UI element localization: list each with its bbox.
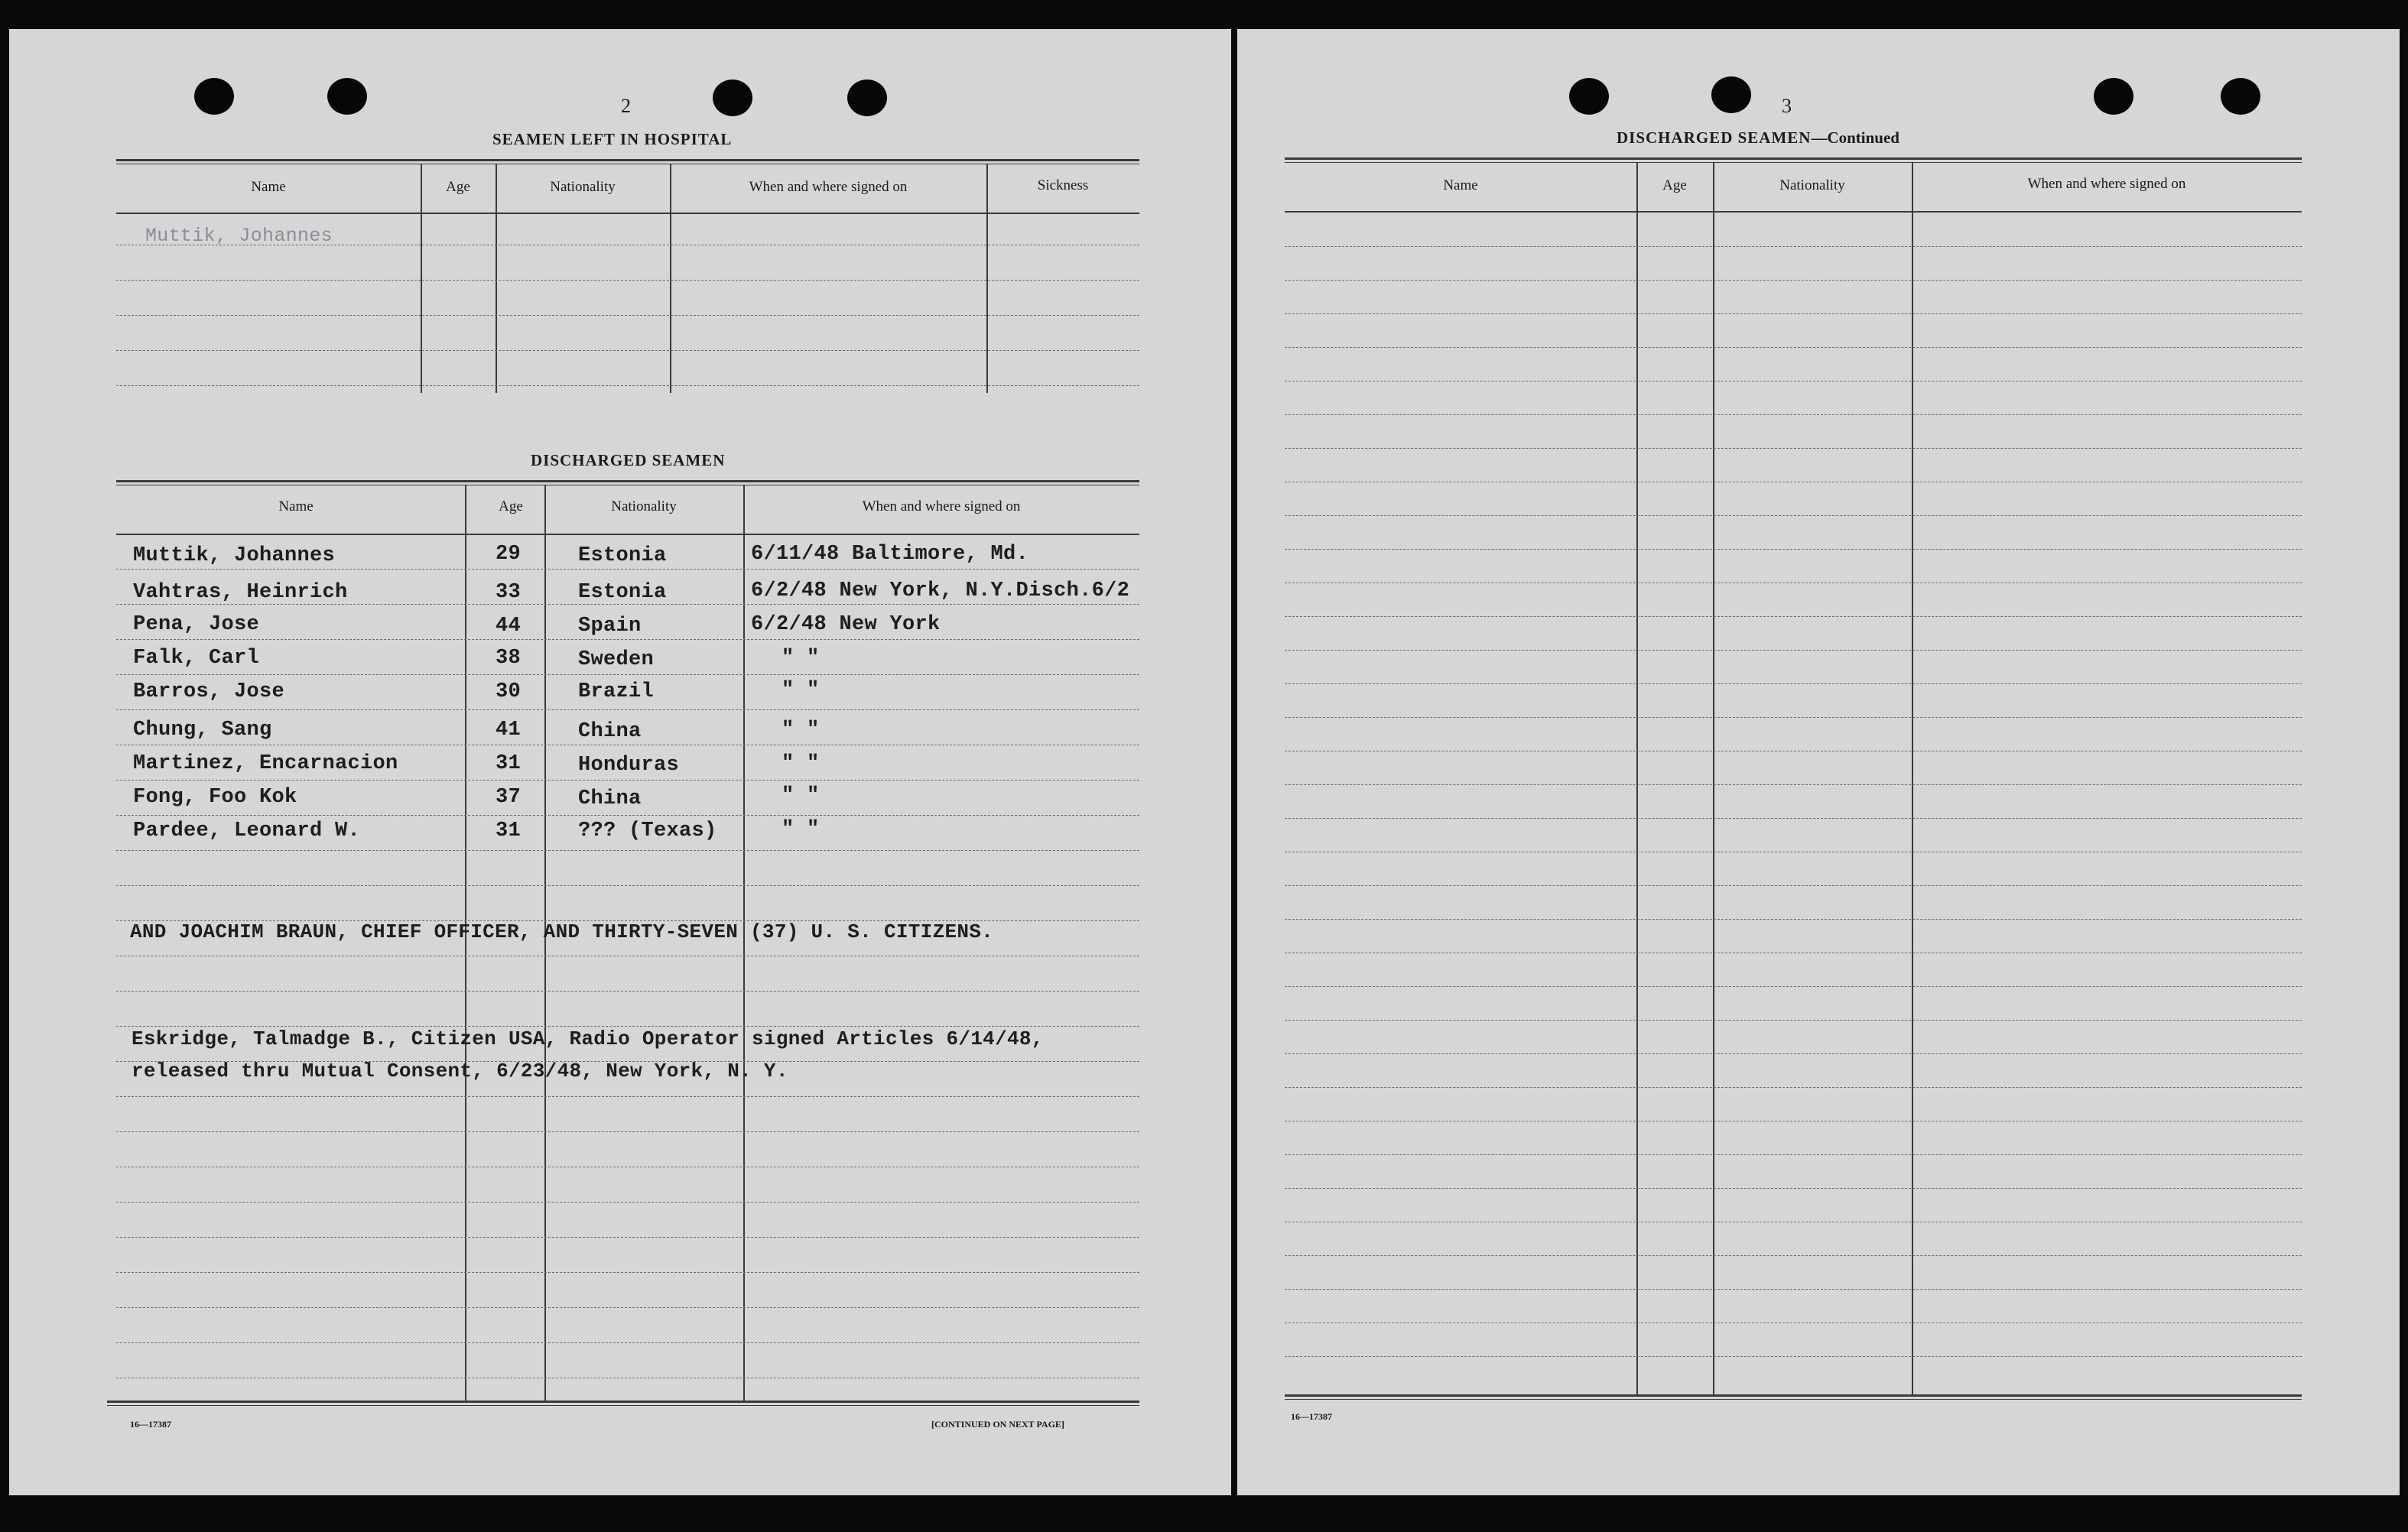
punch-hole [194,78,234,115]
cell-age: 44 [496,615,522,638]
right-col-nationality: Nationality [1779,177,1845,193]
cell-age: 37 [496,786,522,809]
cell-age: 33 [496,581,522,604]
discharged-col-signed: When and where signed on [862,498,1021,514]
cell-age: 30 [496,680,522,703]
cell-signed: " " [782,752,820,775]
cell-name: Pardee, Leonard W. [133,820,361,842]
page-number: 2 [621,95,631,117]
hospital-col-nationality: Nationality [550,179,616,195]
punch-hole [713,80,752,116]
cell-age: 41 [496,719,522,742]
cell-name: Falk, Carl [133,647,260,670]
hospital-col-signed: When and where signed on [749,179,908,195]
cell-name: Martinez, Encarnacion [133,752,398,775]
cell-signed: " " [782,784,820,807]
cell-name: Vahtras, Heinrich [133,581,348,604]
right-col-signed: When and where signed on [2027,176,2186,192]
right-col-age: Age [1662,177,1687,193]
right-page [1237,29,2400,1495]
cell-signed: " " [782,679,820,702]
right-col-name: Name [1443,177,1478,193]
cell-nationality: Brazil [578,680,655,703]
form-number: 16—17387 [130,1419,171,1430]
hospital-section-title: SEAMEN LEFT IN HOSPITAL [492,130,733,148]
discharged-col-name: Name [278,498,314,514]
punch-hole [2094,78,2133,115]
right-section-title-main: DISCHARGED SEAMEN [1617,128,1812,147]
left-page [9,29,1231,1495]
cell-nationality: Sweden [578,648,655,671]
radio-operator-note-line1: Eskridge, Talmadge B., Citizen USA, Radio Operator signed Articles 6/14/48, [132,1027,1044,1050]
right-section-title-suffix: —Continued [1811,128,1899,147]
hospital-col-name: Name [251,179,286,195]
discharged-col-nationality: Nationality [611,498,677,514]
cell-name: Fong, Foo Kok [133,786,297,809]
cell-name: Barros, Jose [133,680,285,703]
cell-nationality: ??? (Texas) [578,820,717,842]
right-section-title [1617,128,1899,148]
discharged-col-age: Age [499,498,523,514]
hospital-col-sickness: Sickness [1037,177,1089,193]
cell-nationality: Estonia [578,544,667,567]
cell-signed: 6/2/48 New York [751,613,941,636]
hospital-col-age: Age [446,179,470,195]
cell-name: Pena, Jose [133,613,260,636]
page-number: 3 [1782,95,1792,117]
punch-hole [327,78,367,115]
cell-signed: 6/2/48 New York, N.Y.Disch.6/2 [751,579,1130,602]
punch-hole [1711,76,1751,113]
cell-signed: " " [782,818,820,841]
punch-hole [2221,78,2260,115]
citizens-note: AND JOACHIM BRAUN, CHIEF OFFICER, AND THIRTY-SEVEN (37) U. S. CITIZENS. [130,920,994,943]
radio-operator-note-line2: released thru Mutual Consent, 6/23/48, New York, N. Y. [132,1060,788,1082]
cell-signed: " " [782,719,820,742]
form-number: 16—17387 [1291,1411,1332,1422]
hospital-faded-entry: Muttik, Johannes [145,225,333,247]
cell-nationality: Estonia [578,581,667,604]
cell-nationality: Honduras [578,754,680,777]
cell-name: Chung, Sang [133,719,272,742]
cell-nationality: China [578,787,642,810]
continued-note: [CONTINUED ON NEXT PAGE] [931,1419,1064,1430]
cell-signed: " " [782,647,820,670]
cell-age: 31 [496,752,522,775]
cell-age: 31 [496,820,522,842]
discharged-section-title: DISCHARGED SEAMEN [531,451,726,469]
cell-age: 29 [496,543,522,566]
cell-name: Muttik, Johannes [133,544,336,567]
punch-hole [1569,78,1609,115]
punch-hole [847,80,887,116]
cell-age: 38 [496,647,522,670]
cell-nationality: Spain [578,615,642,638]
cell-nationality: China [578,720,642,743]
cell-signed: 6/11/48 Baltimore, Md. [751,543,1029,566]
